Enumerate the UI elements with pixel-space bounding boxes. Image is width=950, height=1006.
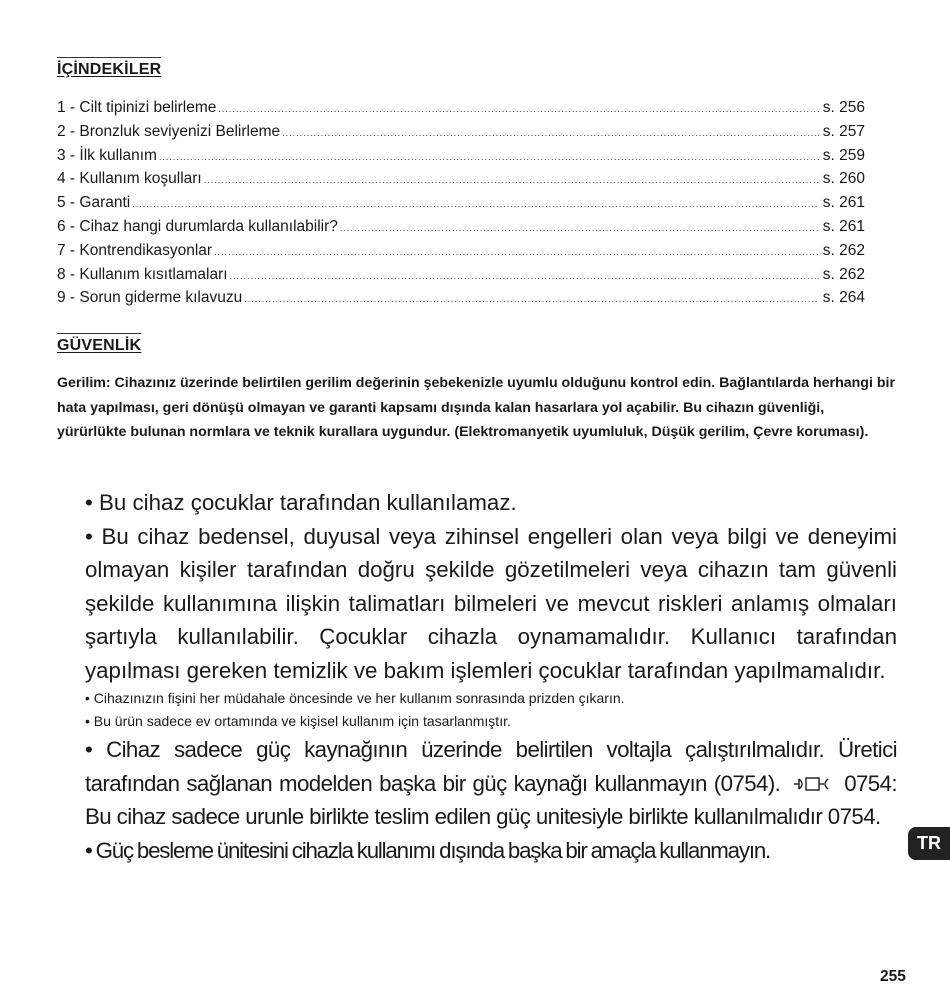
toc-label: 5 - Garanti <box>57 194 131 212</box>
bullet-power-supply: • Güç besleme ünitesini cihazla kullanımı dışında başka bir amaçla kullanmayın. <box>85 837 771 863</box>
toc-leader-dots <box>230 265 819 289</box>
toc-row <box>57 286 865 310</box>
bullet-voltage <box>85 733 897 834</box>
toc-leader-dots <box>159 146 819 170</box>
toc-label: 1 - Cilt tipinizi belirleme <box>57 99 217 116</box>
bullet-voltage-text-a: • Cihaz sadece güç kaynağının üzerinde belirtilen voltajla çalıştırılmalıdır. Üretici tarafından sağlanan modelden başka bir güç kaynağı kullanmayın (0754). <box>85 737 897 796</box>
toc-leader-dots <box>282 122 819 146</box>
toc-leader-dots <box>244 288 819 312</box>
voltage-warning <box>57 371 897 445</box>
toc-row <box>57 239 865 263</box>
bullet-home-use: • Bu ürün sadece ev ortamında ve kişisel kullanım için tasarlanmıştır. <box>85 713 511 729</box>
bullet-voltage-text-b: 0754: Bu cihaz sadece urunle birlikte teslim edilen güç unitesiyle birlikte kullanılmalıdır 0754. <box>85 770 897 829</box>
toc-row <box>57 263 865 287</box>
toc-label: 3 - İlk kullanım <box>57 146 157 164</box>
toc-page: s. 261 <box>822 194 865 212</box>
toc-row <box>57 167 865 191</box>
toc-page: s. 264 <box>822 289 865 307</box>
toc-label: 4 - Kullanım koşulları <box>57 170 202 188</box>
toc-leader-dots <box>132 193 819 217</box>
bullet-unplug: • Cihazınızın fişini her müdahale öncesinde ve her kullanım sonrasında prizden çıkarın. <box>85 690 625 706</box>
toc-page: s. 257 <box>822 122 865 140</box>
safety-bullets <box>85 486 897 867</box>
toc-heading: İÇİNDEKİLER <box>57 57 161 79</box>
toc-leader-dots <box>340 217 819 241</box>
toc-leader-dots <box>204 169 819 193</box>
toc-page: s. 260 <box>822 170 865 188</box>
class-2-power-supply-icon <box>793 776 831 792</box>
toc-label: 7 - Kontrendikasyonlar <box>57 241 213 259</box>
toc-row <box>57 215 865 239</box>
toc-page: s. 262 <box>822 265 865 283</box>
toc-label: 2 - Bronzluk seviyenizi Belirleme <box>57 122 281 140</box>
toc-row <box>57 96 865 120</box>
safety-heading: GÜVENLİK <box>57 333 141 355</box>
toc-row <box>57 144 865 168</box>
toc-row <box>57 120 865 144</box>
toc-page: s. 261 <box>822 217 865 235</box>
toc-page: s. 256 <box>822 99 865 116</box>
voltage-warning-text: Gerilim: Cihazınız üzerinde belirtilen gerilim değerinin şebekenizle uyumlu olduğunu kontrol edin. Bağlantılarda herhangi bir hata yapılması, geri dönüşü olmayan ve garanti kapsamı dışında kalan hasarlara yol açabilir. Bu cihazın güvenliği, yürürlükte bulunan normlara ve teknik kurallara uygundur. (Elektromanyetik uyumluluk, Düşük gerilim, Çevre koruması). <box>57 375 895 440</box>
bullet-children: • Bu cihaz çocuklar tarafından kullanılamaz. <box>85 490 517 515</box>
toc-leader-dots <box>218 98 818 122</box>
toc-label: 9 - Sorun giderme kılavuzu <box>57 289 243 307</box>
language-badge: TR <box>908 827 950 860</box>
page-number: 255 <box>880 968 906 985</box>
toc-label: 6 - Cihaz hangi durumlarda kullanılabilir? <box>57 217 338 235</box>
toc-label: 8 - Kullanım kısıtlamaları <box>57 265 228 283</box>
table-of-contents <box>57 96 865 310</box>
toc-page: s. 262 <box>822 241 865 259</box>
toc-leader-dots <box>214 241 819 265</box>
bullet-disabled-persons: • Bu cihaz bedensel, duyusal veya zihinsel engelleri olan veya bilgi ve deneyimi olmayan kişiler tarafından doğru şekilde gözetilmeleri veya cihazın tam güvenli şekilde kullanımına ilişkin talimatları bilmeleri ve mevcut riskleri anlamış olmaları şartıyla kullanılabilir. Çocuklar cihazla oynamamalıdır. Kullanıcı tarafından yapılması gereken temizlik ve bakım işlemleri çocuklar tarafından yapılmamalıdır. <box>85 523 897 683</box>
toc-page: s. 259 <box>822 146 865 164</box>
toc-row <box>57 191 865 215</box>
